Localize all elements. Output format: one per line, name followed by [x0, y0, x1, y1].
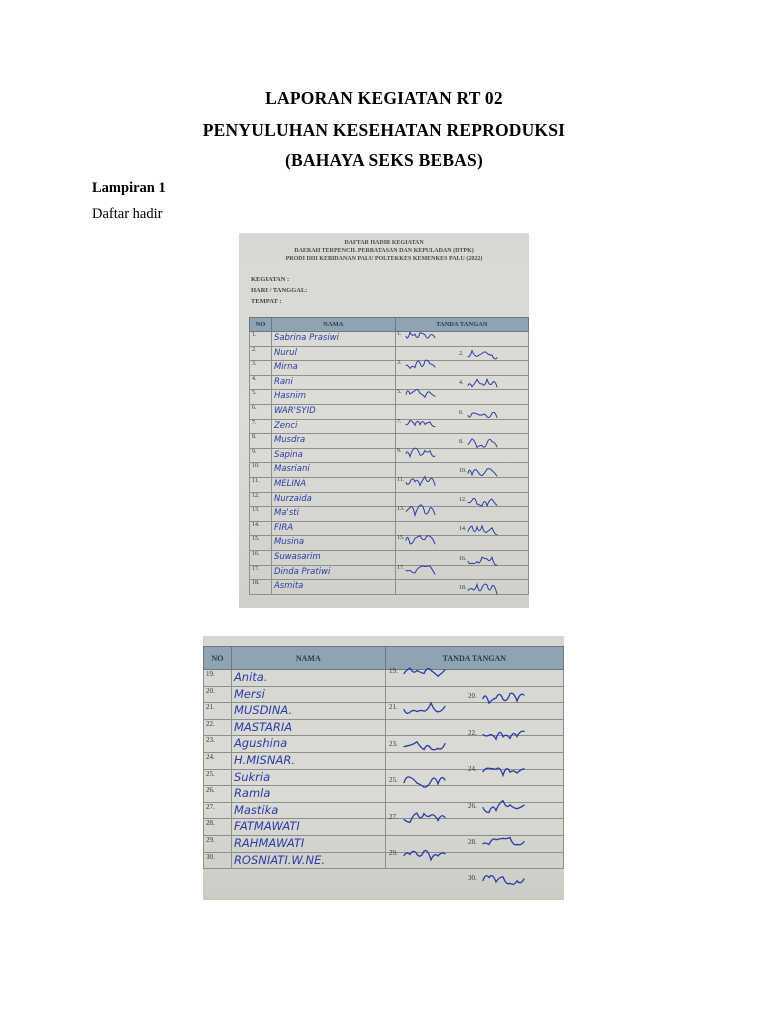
signature-number: 7. — [397, 418, 402, 425]
signature-scribble — [405, 562, 437, 576]
row-number: 13. — [250, 507, 272, 522]
attendee-name: ROSNIATI.W.NE. — [231, 852, 385, 869]
row-number: 5. — [250, 390, 272, 405]
row-number: 8. — [250, 434, 272, 449]
signature-number: 9. — [397, 447, 402, 454]
signature-scribble — [467, 377, 499, 391]
attendee-name: Mirna — [271, 361, 395, 376]
col-header-no: NO — [250, 318, 272, 332]
row-number: 24. — [204, 752, 232, 769]
row-number: 28. — [204, 819, 232, 836]
row-number: 4. — [250, 375, 272, 390]
row-number: 9. — [250, 448, 272, 463]
row-number: 3. — [250, 361, 272, 376]
signature-number: 24. — [468, 765, 477, 774]
signature-stroke — [406, 360, 435, 368]
signature-scribble — [467, 553, 499, 567]
meta-kegiatan: KEGIATAN : — [251, 276, 290, 283]
signature-number: 12. — [459, 497, 467, 504]
row-number: 20. — [204, 686, 232, 703]
signature-number: 29. — [389, 849, 398, 857]
row-number: 25. — [204, 769, 232, 786]
sheet-header-line: PRODI DIII KEBIDANAN PALU POLTEKKES KEMENKES PALU (2022) — [285, 256, 483, 262]
row-number: 17. — [250, 565, 272, 580]
signature-stroke — [483, 693, 524, 703]
signature-stroke — [468, 526, 497, 535]
attendee-name: Dinda Pratiwi — [271, 565, 395, 580]
signature-stroke — [468, 351, 497, 359]
attendee-name: Mersi — [231, 686, 385, 703]
attendee-name: MASTARIA — [231, 719, 385, 736]
signature-number: 16. — [459, 555, 467, 562]
signature-number: 2. — [459, 351, 464, 358]
row-number: 29. — [204, 835, 232, 852]
table-row — [204, 852, 564, 869]
signature-scribble — [482, 798, 526, 814]
row-number: 23. — [204, 736, 232, 753]
signature-scribble — [405, 416, 437, 430]
signature-scribble — [403, 700, 447, 716]
attendee-name: Anita. — [231, 670, 385, 687]
signature-scribble — [482, 689, 526, 705]
signature-number: 22. — [468, 728, 477, 737]
col-header-no: NO — [204, 647, 232, 670]
meta-tempat: TEMPAT : — [251, 298, 282, 305]
row-number: 19. — [204, 670, 232, 687]
doc-title-2: PENYULUHAN KESEHATAN REPRODUKSI — [202, 120, 566, 140]
signature-number: 4. — [459, 380, 464, 387]
row-number: 7. — [250, 419, 272, 434]
signature-number: 26. — [468, 801, 477, 810]
table-row — [250, 419, 529, 434]
signature-stroke — [406, 536, 435, 544]
signature-number: 17. — [397, 564, 405, 571]
signature-scribble — [482, 834, 526, 850]
attendee-name: Musina — [271, 536, 395, 551]
attendee-name: Mastika — [231, 802, 385, 819]
row-number: 11. — [250, 477, 272, 492]
signature-stroke — [468, 557, 497, 565]
signature-stroke — [406, 448, 435, 456]
row-number: 26. — [204, 786, 232, 803]
sheet-header-line: DAFTAR HADIR KEGIATAN — [344, 240, 424, 246]
signature-number: 10. — [459, 467, 467, 474]
signature-stroke — [468, 584, 497, 594]
attendance-photo-2 — [203, 636, 564, 900]
row-number: 10. — [250, 463, 272, 478]
signature-stroke — [406, 566, 435, 574]
row-number: 22. — [204, 719, 232, 736]
col-header-nama: NAMA — [271, 318, 395, 332]
signature-stroke — [404, 850, 445, 859]
signature-stroke — [404, 777, 445, 787]
signature-scribble — [405, 357, 437, 371]
attendee-name: Suwasarim — [271, 550, 395, 565]
signature-number: 30. — [468, 874, 477, 883]
signature-stroke — [406, 332, 435, 338]
lampiran-label: Lampiran 1 — [92, 180, 166, 196]
table-row — [250, 390, 529, 405]
signature-scribble — [403, 773, 447, 789]
signature-scribble — [405, 532, 437, 546]
attendee-name: RAHMAWATI — [231, 835, 385, 852]
attendee-name: Zenci — [271, 419, 395, 434]
signature-stroke — [483, 768, 524, 775]
signature-number: 11. — [397, 477, 405, 483]
signature-stroke — [404, 703, 445, 713]
row-number: 6. — [250, 404, 272, 419]
col-header-ttd: TANDA TANGAN — [385, 647, 563, 670]
table-row — [250, 477, 529, 492]
signature-stroke — [406, 505, 435, 515]
signature-scribble — [403, 664, 447, 680]
signature-stroke — [406, 477, 435, 486]
attendee-name: Hasnim — [271, 390, 395, 405]
signature-number: 28. — [468, 837, 477, 846]
row-number: 12. — [250, 492, 272, 507]
row-number: 14. — [250, 521, 272, 536]
attendee-name: FATMAWATI — [231, 819, 385, 836]
signature-number: 20. — [468, 692, 477, 701]
signature-scribble — [467, 582, 499, 596]
table-row — [250, 332, 529, 347]
doc-title-3: (BAHAYA SEKS BEBAS) — [284, 150, 483, 170]
attendee-name: Musdra — [271, 434, 395, 449]
signature-number: 14. — [459, 526, 467, 533]
table-row — [250, 507, 529, 522]
attendee-name: MELINA — [271, 477, 395, 492]
signature-stroke — [406, 390, 435, 398]
signature-scribble — [482, 725, 526, 741]
attendee-name: Ma'sti — [271, 507, 395, 522]
signature-number: 25. — [389, 776, 398, 785]
table-row — [250, 448, 529, 463]
signature-scribble — [467, 494, 499, 508]
signature-number: 18. — [459, 584, 467, 591]
signature-stroke — [406, 420, 435, 426]
signature-stroke — [468, 439, 497, 448]
row-number: 27. — [204, 802, 232, 819]
col-header-ttd: TANDA TANGAN — [395, 318, 528, 332]
signature-stroke — [468, 499, 497, 507]
attendee-name: Nurzaida — [271, 492, 395, 507]
signature-scribble — [405, 503, 437, 517]
signature-number: 15. — [397, 535, 405, 542]
attendee-name: Agushina — [231, 736, 385, 753]
doc-title-1: LAPORAN KEGIATAN RT 02 — [265, 88, 503, 108]
signature-number: 19. — [389, 667, 398, 675]
signature-number: 6. — [459, 409, 464, 416]
signature-scribble — [482, 871, 526, 887]
row-number: 21. — [204, 703, 232, 720]
signature-stroke — [404, 668, 445, 676]
signature-number: 23. — [389, 739, 398, 748]
attendee-name: Nurul — [271, 346, 395, 361]
table-row — [250, 361, 529, 376]
signature-scribble — [403, 810, 447, 826]
attendee-name: Rani — [271, 375, 395, 390]
signature-scribble — [405, 386, 437, 400]
signature-stroke — [483, 801, 524, 813]
signature-number: 8. — [459, 438, 464, 445]
signature-scribble — [467, 523, 499, 537]
signature-stroke — [404, 813, 445, 822]
signature-scribble — [467, 436, 499, 450]
row-number: 15. — [250, 536, 272, 551]
col-header-nama: NAMA — [231, 647, 385, 670]
row-number: 1. — [250, 332, 272, 347]
meta-hari-tanggal: HARI / TANGGAL: — [251, 287, 308, 294]
row-number: 30. — [204, 852, 232, 869]
attendee-name: Masriani — [271, 463, 395, 478]
row-number: 18. — [250, 580, 272, 595]
attendee-name: Asmita — [271, 580, 395, 595]
attendee-name: H.MISNAR. — [231, 752, 385, 769]
table-row — [204, 819, 564, 836]
signature-number: 27. — [389, 812, 398, 821]
signature-stroke — [404, 742, 445, 750]
row-number: 2. — [250, 346, 272, 361]
signature-scribble — [405, 445, 437, 459]
attendee-name: Sabrina Prasiwi — [271, 332, 395, 347]
row-number: 16. — [250, 550, 272, 565]
signature-number: 5. — [397, 389, 402, 396]
daftar-label: Daftar hadir — [92, 206, 163, 222]
signature-scribble — [467, 348, 499, 362]
signature-scribble — [467, 407, 499, 421]
signature-stroke — [468, 469, 497, 476]
signature-stroke — [483, 838, 524, 845]
attendee-name: Sukria — [231, 769, 385, 786]
signature-number: 13. — [397, 506, 405, 513]
signature-stroke — [483, 731, 524, 739]
signature-number: 3. — [397, 360, 402, 367]
table-row — [250, 536, 529, 551]
signature-stroke — [468, 412, 497, 417]
attendee-name: Ramla — [231, 786, 385, 803]
table-row — [204, 670, 564, 687]
signature-scribble — [403, 737, 447, 753]
signature-scribble — [403, 846, 447, 862]
attendance-photo-1 — [239, 233, 529, 608]
attendee-name: WAR'SYID — [271, 404, 395, 419]
sheet-header — [239, 239, 529, 263]
attendee-name: FIRA — [271, 521, 395, 536]
table-row — [250, 565, 529, 580]
signature-stroke — [483, 875, 524, 884]
attendee-name: Sapina — [271, 448, 395, 463]
signature-number: 1. — [397, 331, 402, 337]
signature-number: 21. — [389, 703, 398, 712]
attendee-name: MUSDINA. — [231, 703, 385, 720]
signature-scribble — [405, 474, 437, 488]
signature-scribble — [405, 328, 437, 342]
sheet-header-line: DAERAH TERPENCIL PERBATASAN DAN KEPULADAN (DTPK) — [294, 248, 474, 254]
signature-stroke — [468, 380, 497, 388]
signature-scribble — [482, 762, 526, 778]
signature-scribble — [467, 465, 499, 479]
table-row — [204, 703, 564, 720]
